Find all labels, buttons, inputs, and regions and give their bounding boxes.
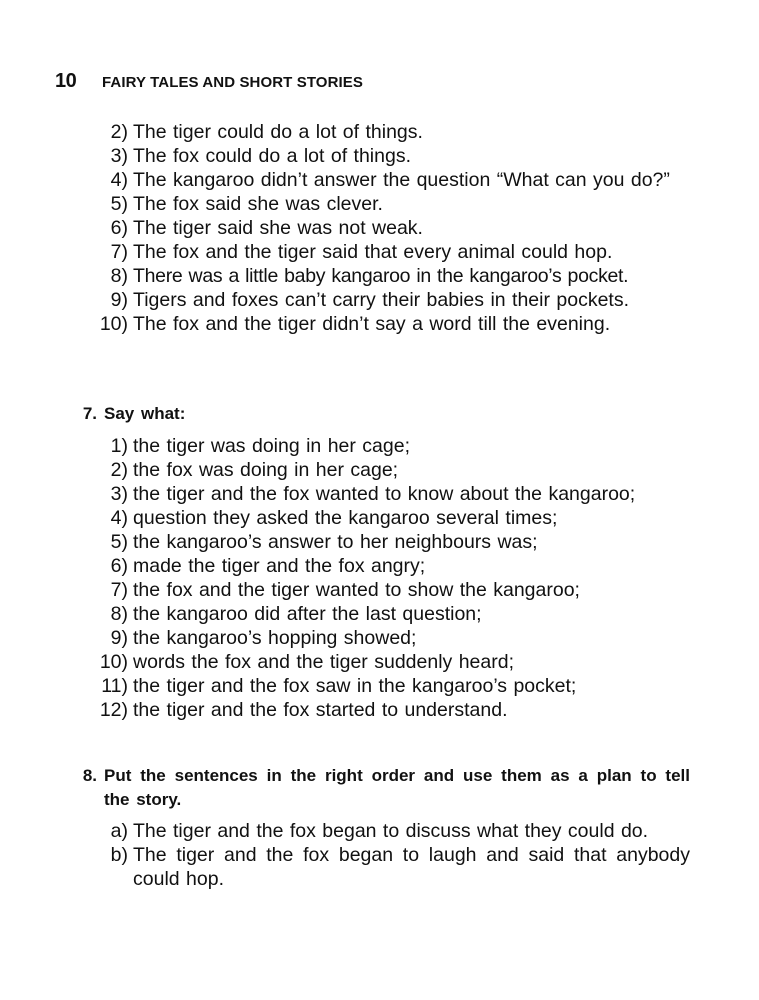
list-item: 7) The fox and the tiger said that every animal could hop. xyxy=(110,241,613,263)
task-7-list xyxy=(0,434,759,722)
list-item: 9) the kangaroo’s hopping showed; xyxy=(110,627,417,649)
list-item: 5) The fox said she was clever. xyxy=(110,193,383,215)
running-head-title: FAIRY TALES AND SHORT STORIES xyxy=(102,74,363,91)
list-item: 8) There was a little baby kangaroo in the kangaroo’s pocket. xyxy=(110,265,629,287)
list-item: 2) The tiger could do a lot of things. xyxy=(110,121,423,143)
task-7-heading xyxy=(0,402,759,426)
task-8-heading xyxy=(0,764,759,812)
list-item: 10) words the fox and the tiger suddenly heard; xyxy=(99,651,514,673)
list-item: 8) the kangaroo did after the last question; xyxy=(110,603,482,625)
list-item: 1) the tiger was doing in her cage; xyxy=(110,435,411,457)
list-item: 3) The fox could do a lot of things. xyxy=(110,145,412,167)
list-item: 9) Tigers and foxes can’t carry their babies in their pockets. xyxy=(110,289,630,311)
list-item: 7) the fox and the tiger wanted to show the kangaroo; xyxy=(110,579,580,601)
list-item: 5) the kangaroo’s answer to her neighbours was; xyxy=(110,531,538,553)
list-item: 12) the tiger and the fox started to understand. xyxy=(99,699,508,721)
list-item: 4) question they asked the kangaroo several times; xyxy=(110,507,558,529)
task-number: 7. xyxy=(82,404,97,423)
list-item: a) The tiger and the fox began to discuss what they could do. xyxy=(110,820,649,842)
list-item: 2) the fox was doing in her cage; xyxy=(110,459,399,481)
list-item: 6) made the tiger and the fox angry; xyxy=(110,555,426,577)
task-number: 8. xyxy=(82,766,97,785)
statement-list-continued xyxy=(0,120,759,336)
list-item: 4) The kangaroo didn’t answer the question “What can you do?” xyxy=(110,169,670,191)
running-head xyxy=(55,70,363,94)
list-item: 11) the tiger and the fox saw in the kangaroo’s pocket; xyxy=(101,675,577,697)
task-8-list xyxy=(0,819,759,891)
list-item: b) The tiger and the fox began to laugh and said that anybody could hop. xyxy=(110,844,690,890)
task-instruction: Put the sentences in the right order and use them as a plan to tell the story. xyxy=(104,766,690,809)
task-instruction: Say what: xyxy=(104,404,186,423)
list-item: 10) The fox and the tiger didn’t say a word till the evening. xyxy=(99,313,611,335)
list-item: 3) the tiger and the fox wanted to know about the kangaroo; xyxy=(110,483,636,505)
list-item: 6) The tiger said she was not weak. xyxy=(110,217,423,239)
page-number: 10 xyxy=(55,70,77,92)
